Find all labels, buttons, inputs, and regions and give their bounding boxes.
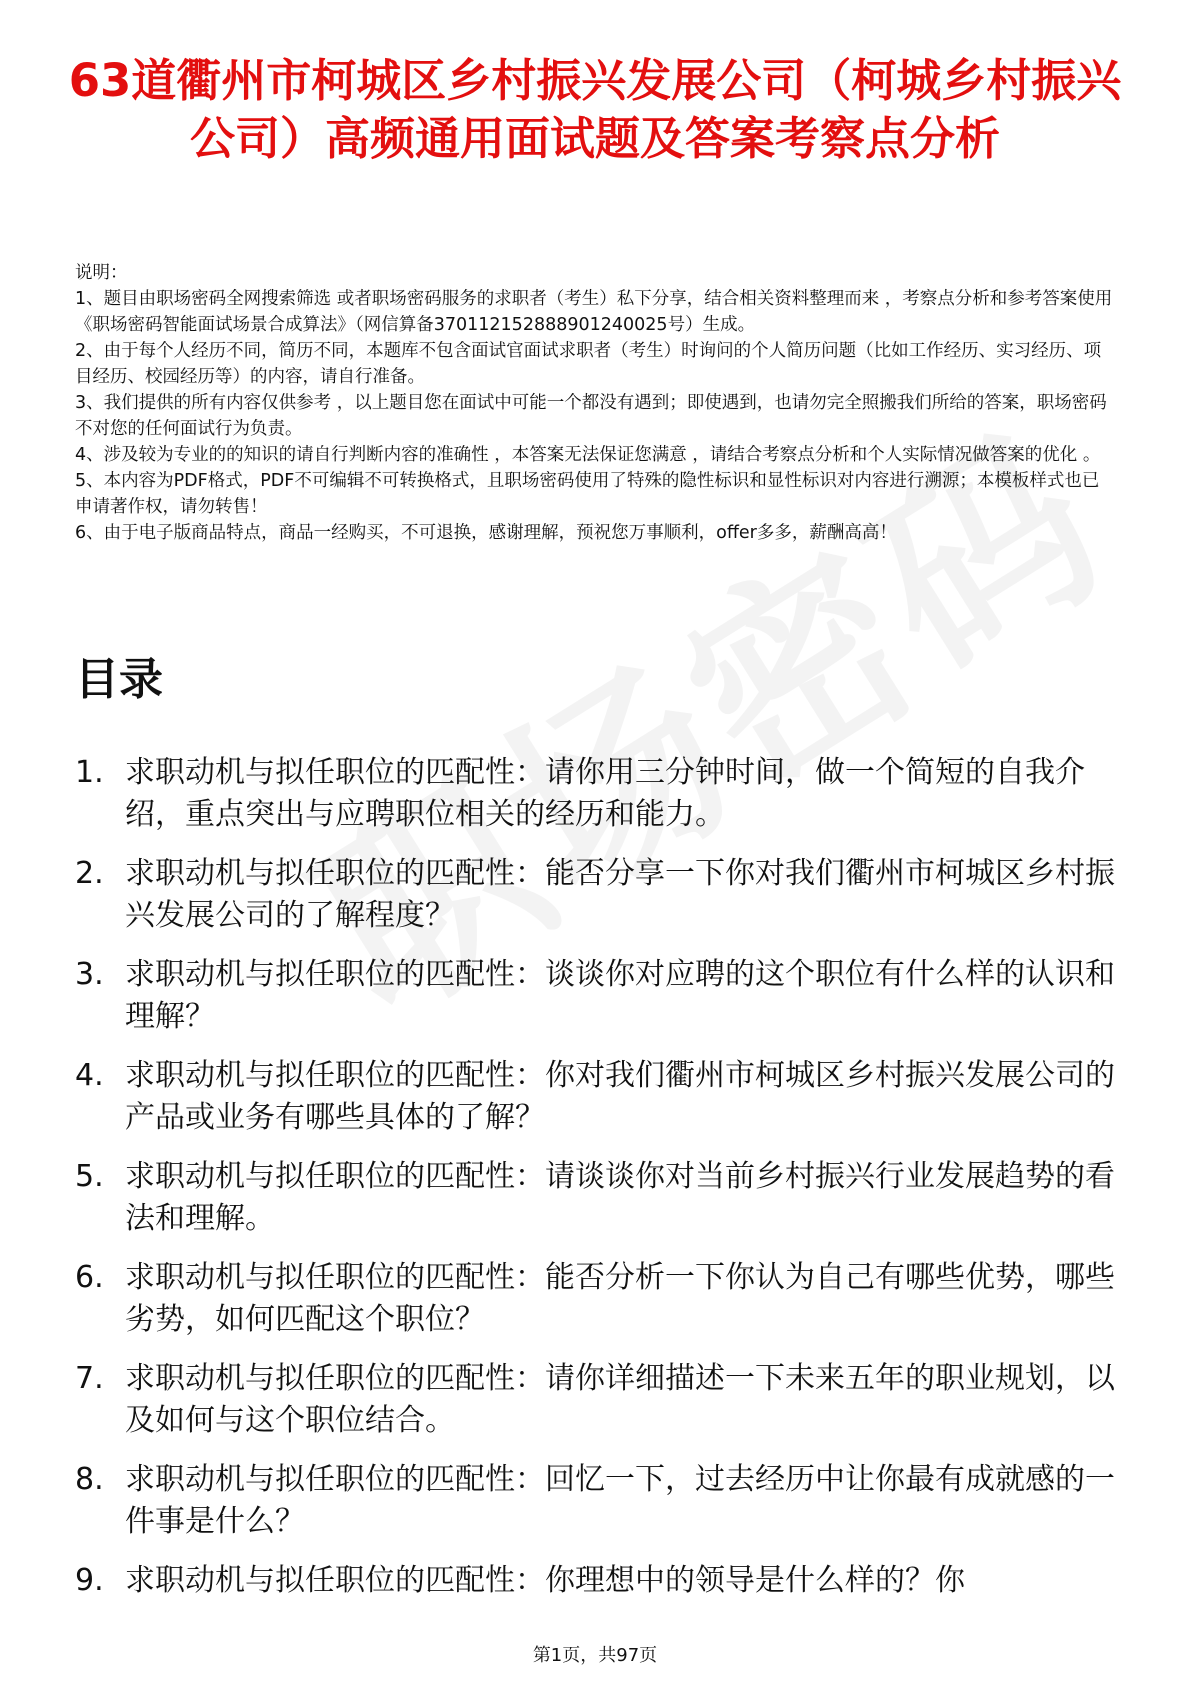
- toc-item[interactable]: [75, 1156, 1115, 1240]
- note-item: 1、题目由职场密码全网搜索筛选 或者职场密码服务的求职者（考生）私下分享，结合相关资料整理而来 ，考察点分析和参考答案使用《职场密码智能面试场景合成算法》（网信算备370112152888901240025号）生成。: [75, 289, 1113, 335]
- toc-heading: 目录: [75, 654, 163, 705]
- toc-item-text: 求职动机与拟任职位的匹配性：请谈谈你对当前乡村振兴行业发展趋势的看法和理解。: [125, 1159, 1115, 1236]
- toc-item-number: 7.: [75, 1361, 104, 1396]
- toc-item[interactable]: [75, 1358, 1115, 1442]
- toc-item-text: 求职动机与拟任职位的匹配性：请你详细描述一下未来五年的职业规划，以及如何与这个职位结合。: [125, 1361, 1115, 1438]
- toc-item-number: 9.: [75, 1563, 104, 1598]
- toc-item[interactable]: [75, 1560, 1115, 1602]
- toc-item-number: 2.: [75, 856, 104, 891]
- toc-item-number: 4.: [75, 1058, 104, 1093]
- note-item: 3、我们提供的所有内容仅供参考 ，以上题目您在面试中可能一个都没有遇到；即使遇到，也请勿完全照搬我们所给的答案，职场密码不对您的任何面试行为负责。: [75, 393, 1107, 439]
- page-footer: 第1页，共97页: [532, 1645, 658, 1666]
- toc-list: [75, 752, 1115, 1619]
- toc-item-text: 求职动机与拟任职位的匹配性：回忆一下，过去经历中让你最有成就感的一件事是什么？: [125, 1462, 1115, 1539]
- toc-item-number: 5.: [75, 1159, 104, 1194]
- toc-item[interactable]: [75, 1257, 1115, 1341]
- note-item: 5、本内容为PDF格式，PDF不可编辑不可转换格式，且职场密码使用了特殊的隐性标识和显性标识对内容进行溯源；本模板样式也已申请著作权，请勿转售！: [75, 471, 1100, 517]
- toc-item[interactable]: [75, 954, 1115, 1038]
- toc-item[interactable]: [75, 853, 1115, 937]
- notes-heading: 说明：: [75, 263, 128, 283]
- toc-item-text: 求职动机与拟任职位的匹配性：你对我们衢州市柯城区乡村振兴发展公司的产品或业务有哪些具体的了解？: [125, 1058, 1115, 1135]
- note-item: 4、涉及较为专业的的知识的请自行判断内容的准确性 ，本答案无法保证您满意 ，请结合考察点分析和个人实际情况做答案的优化 。: [75, 445, 1101, 465]
- note-item: 6、由于电子版商品特点，商品一经购买，不可退换，感谢理解，预祝您万事顺利，offer多多，薪酬高高！: [75, 523, 897, 543]
- toc-item-number: 8.: [75, 1462, 104, 1497]
- toc-item-text: 求职动机与拟任职位的匹配性：请你用三分钟时间，做一个简短的自我介绍，重点突出与应聘职位相关的经历和能力。: [125, 755, 1085, 832]
- toc-item[interactable]: [75, 752, 1115, 836]
- toc-item-number: 1.: [75, 755, 104, 790]
- note-item: 2、由于每个人经历不同，简历不同，本题库不包含面试官面试求职者（考生）时询问的个人简历问题（比如工作经历、实习经历、项目经历、校园经历等）的内容，请自行准备。: [75, 341, 1102, 387]
- toc-item[interactable]: [75, 1459, 1115, 1543]
- toc-item-number: 3.: [75, 957, 104, 992]
- notes-section: [75, 260, 1115, 546]
- toc-item-text: 求职动机与拟任职位的匹配性：能否分析一下你认为自己有哪些优势，哪些劣势，如何匹配这个职位？: [125, 1260, 1115, 1337]
- toc-item-text: 求职动机与拟任职位的匹配性：你理想中的领导是什么样的？你: [125, 1563, 965, 1598]
- toc-item-text: 求职动机与拟任职位的匹配性：能否分享一下你对我们衢州市柯城区乡村振兴发展公司的了解程度？: [125, 856, 1115, 933]
- toc-item[interactable]: [75, 1055, 1115, 1139]
- toc-item-number: 6.: [75, 1260, 104, 1295]
- toc-item-text: 求职动机与拟任职位的匹配性：谈谈你对应聘的这个职位有什么样的认识和理解？: [125, 957, 1115, 1034]
- document-title: 63道衢州市柯城区乡村振兴发展公司（柯城乡村振兴公司）高频通用面试题及答案考察点分析: [68, 54, 1122, 165]
